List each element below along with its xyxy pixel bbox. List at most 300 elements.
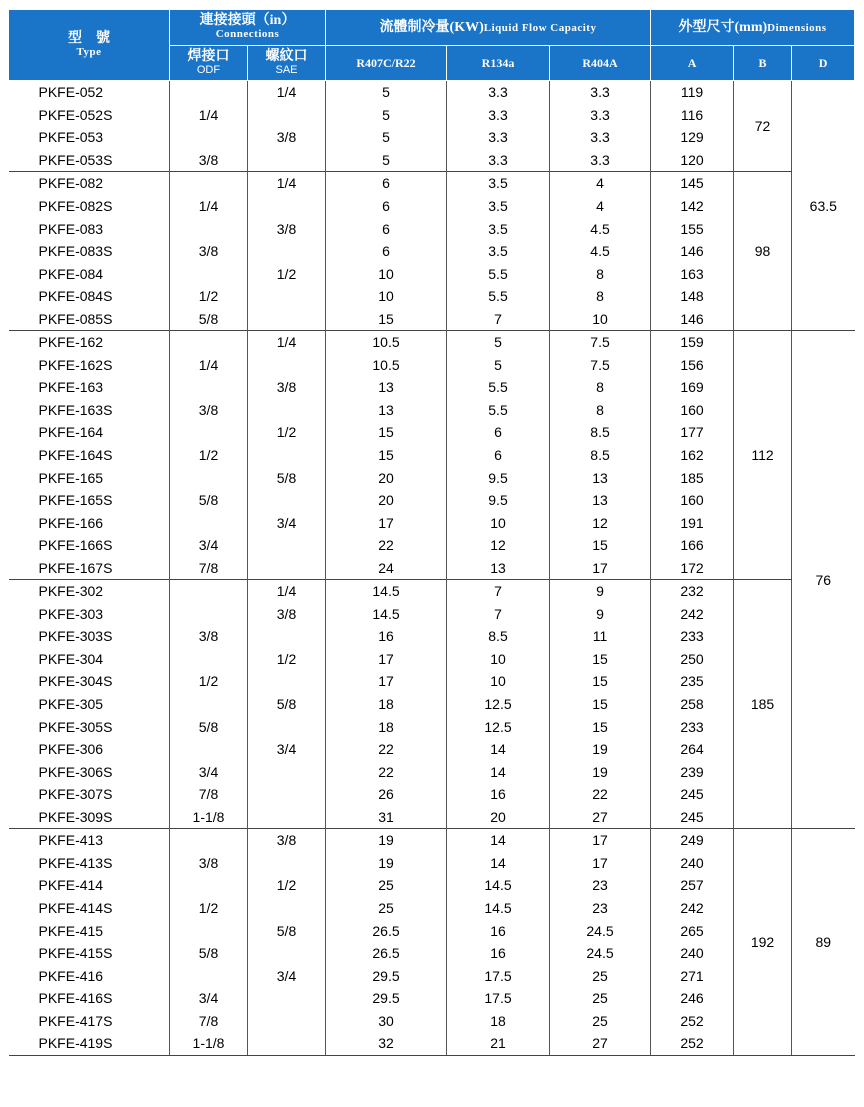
type-cell: PKFE-416 [9,964,170,987]
odf-cell: 1-1/8 [170,806,248,829]
r404a-cell: 7.5 [550,354,651,377]
r407c-r22-cell: 15 [326,444,447,467]
dim-a-cell: 232 [651,580,734,603]
r404a-cell: 23 [550,897,651,920]
odf-cell: 5/8 [170,307,248,330]
dim-b-cell: 192 [734,829,792,1055]
odf-cell [170,829,248,852]
r407c-r22-cell: 5 [326,149,447,172]
odf-cell: 1/2 [170,897,248,920]
spec-table [8,9,855,1056]
odf-cell: 1/2 [170,670,248,693]
r134a-cell: 14.5 [447,897,550,920]
r407c-r22-cell: 10 [326,285,447,308]
connections-header-en: Connections [215,28,280,41]
r407c-r22-cell: 31 [326,806,447,829]
sae-cell [248,240,326,263]
r134a-cell: 10 [447,511,550,534]
table-row [9,964,855,987]
r407c-r22-cell: 26 [326,783,447,806]
sae-cell [248,195,326,218]
r404a-cell: 9 [550,580,651,603]
type-header-cn: 型 號 [68,30,110,46]
r134a-cell: 8.5 [447,625,550,648]
type-cell: PKFE-304S [9,670,170,693]
table-row [9,307,855,330]
sae-cell: 5/8 [248,466,326,489]
r407c-r22-cell: 18 [326,693,447,716]
table-row [9,987,855,1010]
dim-a-cell: 191 [651,511,734,534]
sae-cell [248,285,326,308]
dim-a-cell: 239 [651,760,734,783]
r404a-cell: 17 [550,829,651,852]
sae-cell [248,783,326,806]
r407c-r22-cell: 25 [326,874,447,897]
r404a-cell: 4.5 [550,240,651,263]
odf-cell [170,874,248,897]
sae-cell: 1/2 [248,874,326,897]
dimensions-header [651,10,855,46]
r404a-cell: 3.3 [550,104,651,127]
odf-cell [170,217,248,240]
r134a-cell: 3.5 [447,217,550,240]
r134a-cell: 16 [447,942,550,965]
dim-a-cell: 166 [651,534,734,557]
r134a-cell: 9.5 [447,489,550,512]
dim-a-cell: 120 [651,149,734,172]
sae-header-cn: 螺紋口 [265,48,308,64]
type-cell: PKFE-164 [9,421,170,444]
type-cell: PKFE-167S [9,556,170,579]
odf-cell: 3/8 [170,149,248,172]
odf-cell: 1/4 [170,104,248,127]
type-cell: PKFE-082S [9,195,170,218]
r407c-r22-cell: 29.5 [326,987,447,1010]
r134a-cell: 3.5 [447,172,550,195]
dim-a-cell: 142 [651,195,734,218]
sae-cell [248,852,326,875]
dim-a-cell: 177 [651,421,734,444]
r407c-r22-cell: 29.5 [326,964,447,987]
odf-cell: 7/8 [170,783,248,806]
sae-cell [248,670,326,693]
table-row [9,919,855,942]
odf-header-cn: 焊接口 [187,48,230,64]
dim-a-cell: 145 [651,172,734,195]
type-cell: PKFE-419S [9,1032,170,1055]
sae-cell: 3/4 [248,738,326,761]
table-row [9,466,855,489]
r407c-r22-cell: 6 [326,195,447,218]
r404a-cell: 22 [550,783,651,806]
sae-cell: 3/8 [248,829,326,852]
dim-a-cell: 146 [651,307,734,330]
r404a-cell: 17 [550,852,651,875]
sae-cell [248,307,326,330]
sae-cell [248,760,326,783]
odf-cell [170,466,248,489]
connections-header-cn: 連接接頭（in） [199,13,296,29]
r404a-cell: 17 [550,556,651,579]
table-row [9,104,855,127]
r407c-r22-cell: 22 [326,738,447,761]
r404a-cell: 15 [550,534,651,557]
r134a-cell: 3.3 [447,149,550,172]
type-cell: PKFE-166S [9,534,170,557]
odf-cell [170,511,248,534]
r404a-cell: 24.5 [550,919,651,942]
r404a-cell: 27 [550,1032,651,1055]
dim-a-cell: 159 [651,331,734,354]
r134a-cell: 21 [447,1032,550,1055]
r134a-cell: 10 [447,670,550,693]
odf-cell [170,376,248,399]
table-row [9,874,855,897]
r134a-header: R134a [447,46,550,81]
table-row [9,195,855,218]
odf-cell: 5/8 [170,715,248,738]
sae-cell [248,715,326,738]
r407c-r22-header: R407C/R22 [326,46,447,81]
odf-cell: 3/4 [170,534,248,557]
odf-cell: 1/4 [170,354,248,377]
table-row [9,715,855,738]
type-cell: PKFE-053 [9,126,170,149]
table-row [9,421,855,444]
odf-cell [170,172,248,195]
r407c-r22-cell: 26.5 [326,942,447,965]
sae-cell: 3/4 [248,511,326,534]
table-row [9,580,855,603]
table-row [9,511,855,534]
sae-cell: 3/8 [248,126,326,149]
r404a-cell: 12 [550,511,651,534]
type-cell: PKFE-083S [9,240,170,263]
r134a-cell: 3.3 [447,126,550,149]
dim-a-cell: 160 [651,489,734,512]
odf-cell [170,964,248,987]
sae-cell: 1/2 [248,262,326,285]
sae-cell [248,897,326,920]
type-cell: PKFE-052 [9,81,170,104]
type-cell: PKFE-302 [9,580,170,603]
type-cell: PKFE-303 [9,603,170,626]
sae-cell: 3/8 [248,217,326,240]
type-cell: PKFE-413 [9,829,170,852]
odf-cell [170,919,248,942]
r404a-cell: 24.5 [550,942,651,965]
r134a-cell: 13 [447,556,550,579]
r407c-r22-cell: 30 [326,1009,447,1032]
r407c-r22-cell: 6 [326,172,447,195]
sae-cell: 5/8 [248,919,326,942]
type-cell: PKFE-413S [9,852,170,875]
dim-a-cell: 233 [651,625,734,648]
r407c-r22-cell: 19 [326,829,447,852]
r404a-cell: 8 [550,376,651,399]
odf-cell: 1-1/8 [170,1032,248,1055]
r134a-cell: 6 [447,444,550,467]
sae-cell [248,625,326,648]
table-row [9,897,855,920]
table-row [9,556,855,579]
r407c-r22-cell: 17 [326,670,447,693]
r134a-cell: 3.3 [447,81,550,104]
capacity-header-cn: 流體制冷量(KW) [379,20,484,36]
r407c-r22-cell: 14.5 [326,603,447,626]
type-cell: PKFE-303S [9,625,170,648]
r134a-cell: 5 [447,331,550,354]
table-row [9,806,855,829]
dim-a-cell: 249 [651,829,734,852]
r134a-cell: 3.5 [447,195,550,218]
table-row [9,603,855,626]
type-cell: PKFE-162 [9,331,170,354]
r407c-r22-cell: 20 [326,489,447,512]
dim-b-cell: 112 [734,331,792,580]
table-row [9,149,855,172]
r134a-cell: 10 [447,648,550,671]
type-cell: PKFE-082 [9,172,170,195]
dim-a-header: A [651,46,734,81]
table-row [9,399,855,422]
dim-a-cell: 162 [651,444,734,467]
dim-a-cell: 246 [651,987,734,1010]
odf-cell [170,81,248,104]
dim-a-cell: 169 [651,376,734,399]
dim-a-cell: 245 [651,806,734,829]
r407c-r22-cell: 14.5 [326,580,447,603]
r134a-cell: 14 [447,738,550,761]
dim-a-cell: 264 [651,738,734,761]
table-row [9,670,855,693]
r407c-r22-cell: 6 [326,240,447,263]
r407c-r22-cell: 32 [326,1032,447,1055]
r407c-r22-cell: 22 [326,534,447,557]
odf-cell [170,693,248,716]
r407c-r22-cell: 13 [326,376,447,399]
type-cell: PKFE-415S [9,942,170,965]
type-cell: PKFE-163S [9,399,170,422]
dim-a-cell: 160 [651,399,734,422]
r407c-r22-cell: 5 [326,126,447,149]
dim-a-cell: 116 [651,104,734,127]
odf-cell: 7/8 [170,1009,248,1032]
table-row [9,760,855,783]
r404a-cell: 27 [550,806,651,829]
r134a-cell: 12 [447,534,550,557]
sae-cell: 1/4 [248,172,326,195]
type-cell: PKFE-416S [9,987,170,1010]
r134a-cell: 14.5 [447,874,550,897]
table-row [9,1009,855,1032]
dim-a-cell: 146 [651,240,734,263]
odf-cell [170,262,248,285]
odf-cell: 3/8 [170,852,248,875]
type-cell: PKFE-162S [9,354,170,377]
sae-cell: 3/8 [248,603,326,626]
odf-cell: 1/2 [170,285,248,308]
dim-a-cell: 235 [651,670,734,693]
dim-d-header: D [792,46,855,81]
r407c-r22-cell: 18 [326,715,447,738]
r404a-cell: 11 [550,625,651,648]
dimensions-header-en: Dimensions [767,22,827,35]
table-row [9,783,855,806]
sae-cell: 3/4 [248,964,326,987]
type-cell: PKFE-163 [9,376,170,399]
table-row [9,489,855,512]
type-cell: PKFE-166 [9,511,170,534]
r404a-cell: 8 [550,262,651,285]
table-row [9,262,855,285]
dim-a-cell: 271 [651,964,734,987]
dim-d-cell: 76 [792,331,855,829]
table-row [9,444,855,467]
r134a-cell: 5.5 [447,262,550,285]
r404a-cell: 8 [550,399,651,422]
r404a-cell: 4.5 [550,217,651,240]
type-cell: PKFE-305S [9,715,170,738]
odf-cell: 5/8 [170,489,248,512]
r407c-r22-cell: 10.5 [326,331,447,354]
table-row [9,376,855,399]
r407c-r22-cell: 15 [326,307,447,330]
r404a-cell: 3.3 [550,81,651,104]
capacity-header [326,10,651,46]
sae-header-en: SAE [275,63,298,76]
sae-cell [248,399,326,422]
type-cell: PKFE-164S [9,444,170,467]
table-row [9,829,855,852]
dimensions-header-cn: 外型尺寸(mm) [678,20,768,36]
r134a-cell: 3.5 [447,240,550,263]
sae-cell: 1/4 [248,81,326,104]
sae-cell [248,987,326,1010]
type-cell: PKFE-305 [9,693,170,716]
r407c-r22-cell: 16 [326,625,447,648]
odf-cell: 3/8 [170,625,248,648]
r404a-header: R404A [550,46,651,81]
sae-header [248,46,326,81]
sae-cell [248,942,326,965]
r407c-r22-cell: 19 [326,852,447,875]
dim-a-cell: 233 [651,715,734,738]
sae-cell [248,534,326,557]
odf-cell [170,126,248,149]
sae-cell [248,1032,326,1055]
r407c-r22-cell: 13 [326,399,447,422]
dim-b-cell: 98 [734,172,792,331]
type-cell: PKFE-414S [9,897,170,920]
dim-a-cell: 129 [651,126,734,149]
dim-a-cell: 148 [651,285,734,308]
r404a-cell: 25 [550,1009,651,1032]
r404a-cell: 15 [550,693,651,716]
table-row [9,285,855,308]
capacity-header-en: Liquid Flow Capacity [483,22,597,35]
dim-d-cell: 63.5 [792,81,855,331]
odf-header [170,46,248,81]
dim-d-cell: 89 [792,829,855,1055]
dim-a-cell: 257 [651,874,734,897]
r134a-cell: 14 [447,760,550,783]
table-row [9,625,855,648]
r407c-r22-cell: 22 [326,760,447,783]
type-cell: PKFE-307S [9,783,170,806]
table-row [9,354,855,377]
odf-cell [170,738,248,761]
type-cell: PKFE-053S [9,149,170,172]
dim-a-cell: 163 [651,262,734,285]
dim-a-cell: 240 [651,942,734,965]
sae-cell [248,489,326,512]
sae-cell [248,104,326,127]
r404a-cell: 9 [550,603,651,626]
sae-cell [248,149,326,172]
table-row [9,126,855,149]
sae-cell [248,806,326,829]
table-row [9,1032,855,1055]
r134a-cell: 18 [447,1009,550,1032]
r407c-r22-cell: 26.5 [326,919,447,942]
type-cell: PKFE-417S [9,1009,170,1032]
r134a-cell: 7 [447,603,550,626]
dim-a-cell: 185 [651,466,734,489]
type-cell: PKFE-415 [9,919,170,942]
type-cell: PKFE-304 [9,648,170,671]
type-header [9,10,170,81]
r134a-cell: 9.5 [447,466,550,489]
sae-cell: 5/8 [248,693,326,716]
table-row [9,331,855,354]
r134a-cell: 5.5 [447,399,550,422]
r404a-cell: 7.5 [550,331,651,354]
table-row [9,240,855,263]
type-cell: PKFE-084 [9,262,170,285]
dim-a-cell: 250 [651,648,734,671]
sae-cell: 1/2 [248,421,326,444]
r404a-cell: 4 [550,195,651,218]
type-cell: PKFE-306 [9,738,170,761]
table-row [9,693,855,716]
r134a-cell: 6 [447,421,550,444]
table-row [9,81,855,104]
type-cell: PKFE-084S [9,285,170,308]
r134a-cell: 5 [447,354,550,377]
r134a-cell: 17.5 [447,964,550,987]
table-row [9,534,855,557]
r134a-cell: 3.3 [447,104,550,127]
r407c-r22-cell: 17 [326,511,447,534]
odf-cell: 7/8 [170,556,248,579]
odf-cell [170,580,248,603]
table-row [9,217,855,240]
table-row [9,738,855,761]
r134a-cell: 20 [447,806,550,829]
r404a-cell: 3.3 [550,126,651,149]
type-cell: PKFE-306S [9,760,170,783]
dim-b-cell: 185 [734,580,792,829]
r134a-cell: 14 [447,829,550,852]
r404a-cell: 4 [550,172,651,195]
r404a-cell: 8 [550,285,651,308]
odf-cell [170,331,248,354]
r407c-r22-cell: 24 [326,556,447,579]
r134a-cell: 5.5 [447,285,550,308]
connections-header [170,10,326,46]
